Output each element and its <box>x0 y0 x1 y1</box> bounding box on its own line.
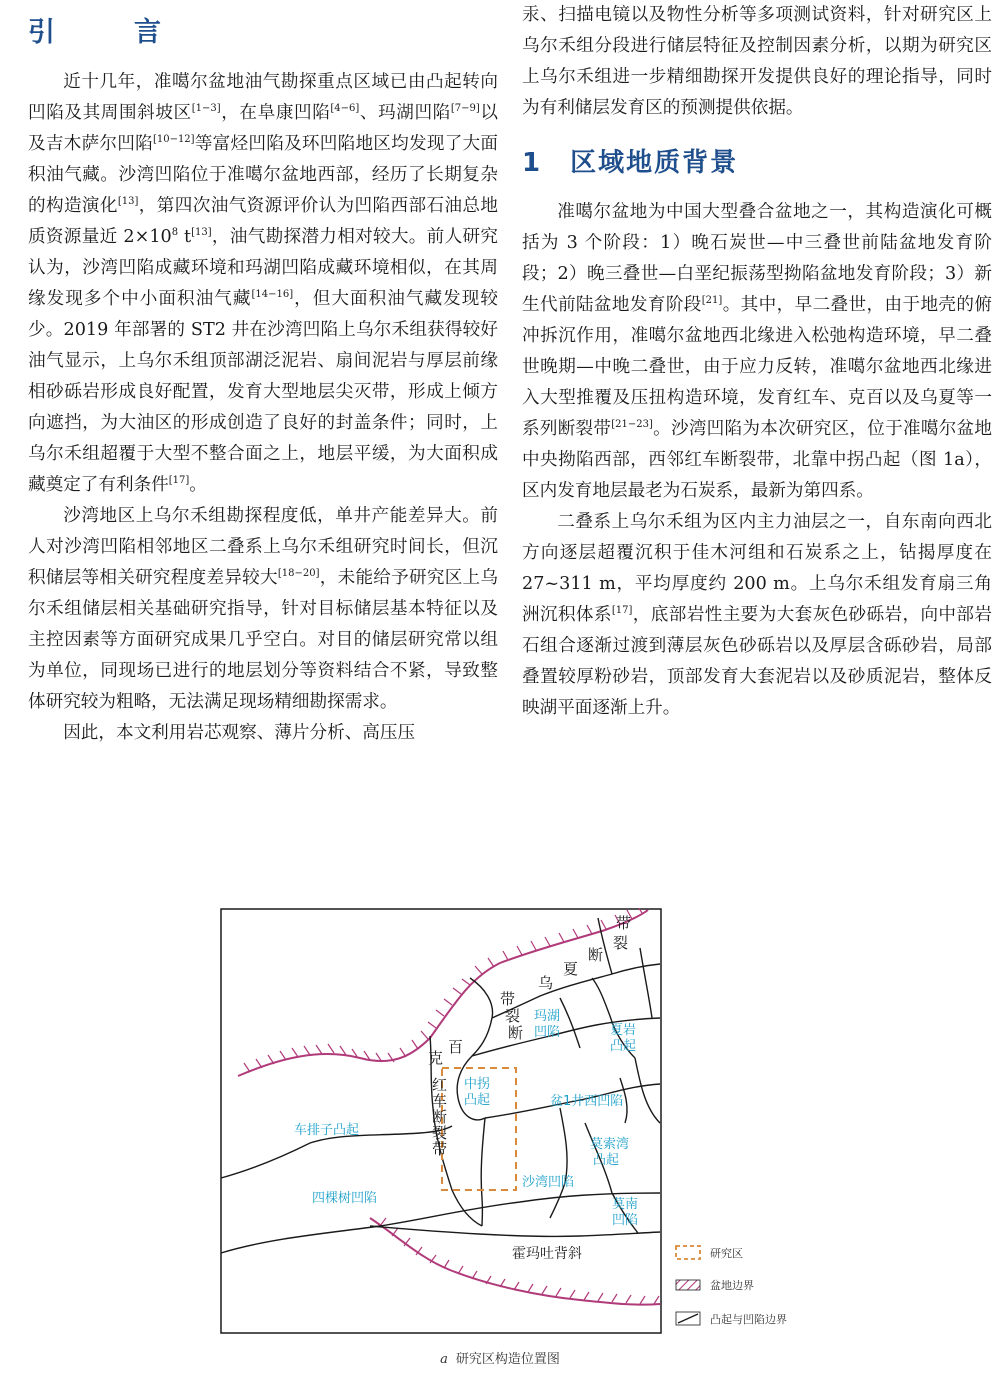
citation-sup: [4−6] <box>330 103 360 115</box>
label-mosuowan-1: 莫索湾 <box>590 1137 630 1152</box>
label-shawan: 沙湾凹陷 <box>522 1175 575 1190</box>
figure-1a <box>220 908 988 1338</box>
label-huomatu: 霍玛吐背斜 <box>512 1246 582 1262</box>
label-pen1: 盆1井西凹陷 <box>550 1094 624 1109</box>
label-kebai-4: 百 <box>448 1038 464 1056</box>
left-column <box>28 0 498 749</box>
legend-basin-boundary: 盆地边界 <box>710 1279 754 1292</box>
label-monan-2: 凹陷 <box>612 1213 639 1228</box>
label-kebai-1: 带 <box>500 990 516 1008</box>
label-mahu-2: 凹陷 <box>534 1025 561 1040</box>
citation-sup: 8 <box>171 227 179 239</box>
legend-study-area: 研究区 <box>710 1247 743 1260</box>
citation-sup: [13] <box>191 227 212 239</box>
paragraph: 因此，本文利用岩芯观察、薄片分析、高压压 <box>63 723 416 743</box>
label-zhongguai-1: 中拐 <box>464 1077 491 1092</box>
caption-text: 研究区构造位置图 <box>455 1352 560 1367</box>
citation-sup: [13] <box>117 196 139 208</box>
citation-sup: [1−3] <box>191 103 221 115</box>
citation-sup: [14−16] <box>251 289 294 301</box>
label-xiayan-1: 夏岩 <box>610 1023 637 1038</box>
label-chepaizi: 车排子凸起 <box>294 1123 360 1138</box>
label-hongche-4: 裂 <box>432 1124 448 1142</box>
label-hongche-1: 红 <box>432 1076 448 1094</box>
label-xiayan-2: 凸起 <box>610 1039 637 1054</box>
legend-basin-boundary-swatch <box>676 1280 700 1290</box>
fault-belt-labels <box>428 914 631 1262</box>
citation-sup: [17] <box>168 475 190 487</box>
label-hongche-3: 断 <box>432 1108 448 1126</box>
paragraph: 汞、扫描电镜以及物性分析等多项测试资料，针对研究区上乌尔禾组分段进行储层特征及控制因素分析，以期为研究区上乌尔禾组进一步精细勘探开发提供良好的理论指导，同时为有利储层发育区的预测提供依据。 <box>522 5 992 118</box>
right-column <box>522 0 992 724</box>
paragraph: 近十几年，准噶尔盆地油气勘探重点区域已由凸起转向凹陷及其周围斜坡区[1−3]，在阜康凹陷[4−6]、玛湖凹陷[7−9]以及吉木萨尔凹陷[10−12]等富烃凹陷及环凹陷地区均发现了大面积油气藏。沙湾凹陷位于准噶尔盆地西部，经历了长期复杂的构造演化[13]，第四次油气资源评价认为凹陷西部石油总地质资源量近 $2\times 10^8$ t[13]，油气勘探潜力相对较大。前人研究认为，沙湾凹陷成藏环境和玛湖凹陷成藏环境相似，在其周缘发现多个中小面积油气藏[14−16]，但大面积油气藏发现较少。2019 年部署的 ST2 井在沙湾凹陷上乌尔禾组获得较好油气显示，上乌尔禾组顶部湖泛泥岩、扇间泥岩与厚层前缘相砂砾岩形成良好配置，发育大型地层尖灭带，形成上倾方向遮挡，为大油区的形成创造了良好的封盖条件；同时，上乌尔禾组超覆于大型不整合面之上，地层平缓，为大面积成藏奠定了有利条件[17]。 <box>28 72 498 495</box>
citation-sup: [7−9] <box>450 103 480 115</box>
label-monan-1: 莫南 <box>612 1197 639 1212</box>
label-kebai-2: 裂 <box>505 1007 521 1025</box>
label-hongche-5: 带 <box>432 1140 448 1158</box>
paragraph: 二叠系上乌尔禾组为区内主力油层之一，自东南向西北方向逐层超覆沉积于佳木河组和石炭系之上，钻揭厚度在 27~311 m，平均厚度约 200 m。上乌尔禾组发育扇三角洲沉积体系[17]，底部岩性主要为大套灰色砂砾岩，向中部岩石组合逐渐过渡到薄层灰色砂砾岩以及厚层含砾砂岩，局部叠置较厚粉砂岩，顶部发育大套泥岩以及砂质泥岩，整体反映湖平面逐渐上升。 <box>522 512 992 718</box>
label-wuxia-5: 带 <box>616 914 632 932</box>
label-wuxia-4: 裂 <box>613 934 629 952</box>
label-kebai-3: 断 <box>508 1024 524 1042</box>
label-mahu-1: 玛湖 <box>534 1009 561 1024</box>
citation-sup: [21] <box>701 295 723 307</box>
caption-letter: a <box>440 1352 448 1367</box>
legend-study-area-swatch <box>676 1246 700 1259</box>
citation-sup: [17] <box>611 605 633 617</box>
structural-location-map <box>220 908 988 1338</box>
paragraph: 沙湾地区上乌尔禾组勘探程度低，单井产能差异大。前人对沙湾凹陷相邻地区二叠系上乌尔禾组研究时间长，但沉积储层等相关研究程度差异较大[18−20]，未能给予研究区上乌尔禾组储层相关基础研究指导，针对目标储层基本特征以及主控因素等方面研究成果几乎空白。对目的储层研究常以组为单位，同现场已进行的地层划分等资料结合不紧，导致整体研究较为粗略，无法满足现场精细勘探需求。 <box>28 506 498 712</box>
label-mosuowan-2: 凸起 <box>593 1153 620 1168</box>
label-sikeshu: 四棵树凹陷 <box>312 1191 378 1206</box>
legend-unit-boundary: 凸起与凹陷边界 <box>710 1313 787 1326</box>
citation-sup: [10−12] <box>152 134 195 146</box>
legend <box>676 1246 787 1326</box>
label-wuxia-3: 断 <box>588 946 604 964</box>
section-heading-intro: 引 言 <box>28 17 187 48</box>
label-kebai-5: 克 <box>428 1049 444 1067</box>
label-wuxia-2: 夏 <box>563 960 579 978</box>
citation-sup: [18−20] <box>277 568 320 580</box>
section-heading-geology: 1 区域地质背景 <box>522 148 739 178</box>
label-hongche-2: 车 <box>432 1092 448 1110</box>
label-zhongguai-2: 凸起 <box>464 1093 491 1108</box>
paragraph: 准噶尔盆地为中国大型叠合盆地之一，其构造演化可概括为 3 个阶段：1）晚石炭世—中三叠世前陆盆地发育阶段；2）晚三叠世—白垩纪振荡型拗陷盆地发育阶段；3）新生代前陆盆地发育阶段[21]。其中，早二叠世，由于地壳的俯冲拆沉作用，准噶尔盆地西北缘进入松弛构造环境，早二叠世晚期—中晚二叠世，由于应力反转，准噶尔盆地西北缘进入大型推覆及压扭构造环境，发育红车、克百以及乌夏等一系列断裂带[21−23]。沙湾凹陷为本次研究区，位于准噶尔盆地中央拗陷西部，西邻红车断裂带，北靠中拐凸起（图 1a），区内发育地层最老为石炭系，最新为第四系。 <box>522 202 992 501</box>
citation-sup: [21−23] <box>611 419 653 431</box>
label-wuxia-1: 乌 <box>538 974 554 992</box>
figure-caption <box>0 1348 1000 1367</box>
